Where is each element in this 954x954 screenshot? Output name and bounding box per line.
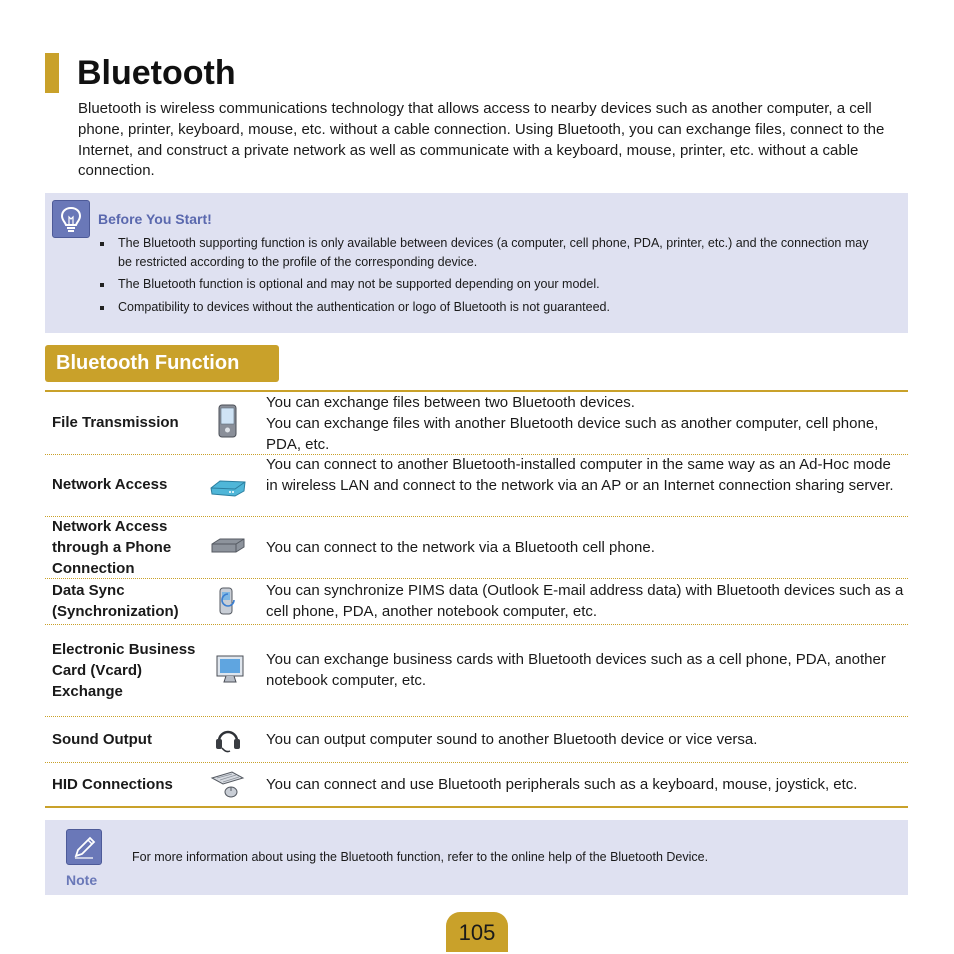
page-number: 105 [458,920,496,945]
function-name: Data Sync (Synchronization) [52,582,179,620]
note-text: For more information about using the Bluetooth function, refer to the online help of the Bluetooth Device. [132,850,709,864]
lightbulb-icon [52,200,90,238]
pencil-note-icon [66,829,102,865]
function-name: Network Access through a Phone Connection [52,518,172,577]
access-point-icon [210,470,246,506]
row-separator [45,762,908,763]
monitor-icon [210,652,246,688]
function-name: Sound Output [52,731,152,748]
tip-heading: Before You Start! [98,211,212,227]
row-separator [45,624,908,625]
section-title: Bluetooth Function [56,352,240,374]
tip-item: The Bluetooth supporting function is only available between devices (a computer, cell phone, PDA, printer, etc.) and the connection may be restricted according to the profile of the corresponding device. [100,234,880,271]
row-separator [45,716,908,717]
note-label: Note [66,872,98,888]
headset-icon [210,722,246,758]
function-name: HID Connections [52,776,173,793]
function-description: You can synchronize PIMS data (Outlook E-mail address data) with Bluetooth devices such as a cell phone, PDA, another notebook computer, etc. [266,582,904,620]
modem-icon [210,530,246,566]
pda-icon [210,404,246,440]
function-name: Electronic Business Card (Vcard) Exchange [52,641,196,700]
function-description: You can exchange business cards with Bluetooth devices such as a cell phone, PDA, another notebook computer, etc. [266,651,886,689]
function-description: You can exchange files between two Bluetooth devices. You can exchange files with another Bluetooth device such as another computer, cell phone, PDA, etc. [266,394,879,453]
function-description: You can connect to another Bluetooth-installed computer in the same way as an Ad-Hoc mode in wireless LAN and connect to the network via an AP or an Internet connection sharing server. [266,456,894,494]
tip-item: Compatibility to devices without the authentication or logo of Bluetooth is not guaranteed. [100,298,880,317]
tip-item: The Bluetooth function is optional and may not be supported depending on your model. [100,275,880,294]
function-description: You can connect and use Bluetooth peripherals such as a keyboard, mouse, joystick, etc. [266,776,858,793]
page-title: Bluetooth [77,54,236,92]
function-name: File Transmission [52,414,179,431]
title-accent-bar [45,53,59,93]
table-bottom-rule [45,806,908,808]
keyboard-mouse-icon [210,768,246,804]
function-description: You can connect to the network via a Bluetooth cell phone. [266,539,655,556]
row-separator [45,578,908,579]
tip-list [100,234,880,320]
intro-paragraph: Bluetooth is wireless communications technology that allows access to nearby devices such as another computer, a cell phone, printer, keyboard, mouse, etc. without a cable connection. Using Bluetooth, you can exchange files, connect to the Internet, and construct a private network as well as communicate with a keyboard, mouse, printer, etc. without a cable connection. [78,100,885,180]
sync-phone-icon [210,584,246,620]
function-description: You can output computer sound to another Bluetooth device or vice versa. [266,731,758,748]
function-name: Network Access [52,476,168,493]
